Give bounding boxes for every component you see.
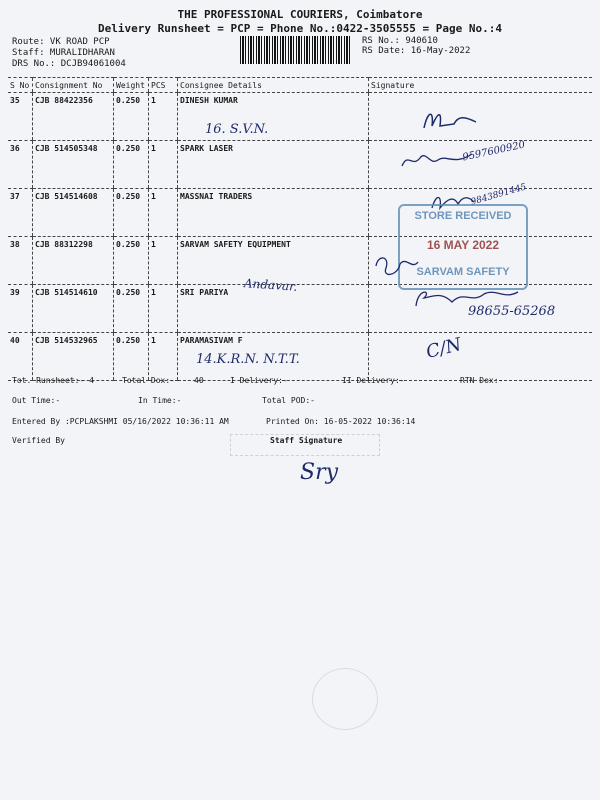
cell-pcs: 1: [149, 141, 178, 189]
cell-pcs: 1: [149, 285, 178, 333]
total-pod: Total POD:-: [262, 396, 315, 405]
rs-date: RS Date: 16-May-2022: [362, 46, 471, 56]
cell-sno: 40: [8, 333, 33, 381]
handwritten-address-35: 16. S.V.N.: [205, 122, 269, 137]
cell-sno: 38: [8, 237, 33, 285]
handwritten-phone-37: 9843891445: [469, 182, 528, 208]
stamp-company: SARVAM SAFETY: [416, 266, 510, 278]
staff-signature-scribble: Sry: [300, 460, 339, 485]
cell-consignment: CJB 514514610: [33, 285, 114, 333]
col-consignment: Consignment No: [33, 78, 114, 93]
col-sno: S No: [8, 78, 33, 93]
cell-consignment: CJB 514505348: [33, 141, 114, 189]
i-delivery: I Delivery:-: [230, 376, 288, 385]
cell-consignee: PARAMASIVAM F: [178, 333, 369, 381]
cell-consignee: MASSNAI TRADERS: [178, 189, 369, 237]
runsheet-subtitle: Delivery Runsheet = PCP = Phone No.:0422-3505555 = Page No.:4: [98, 22, 502, 35]
col-signature: Signature: [369, 78, 593, 93]
rtn-dox: RTN Dox:-: [460, 376, 504, 385]
total-dox-label: Total Dox:-: [122, 376, 175, 385]
stamp-line1: STORE RECEIVED: [414, 210, 512, 222]
cell-consignment: CJB 514514608: [33, 189, 114, 237]
barcode-image: [240, 36, 350, 64]
cell-consignment: CJB 88312298: [33, 237, 114, 285]
cell-sno: 39: [8, 285, 33, 333]
cell-sno: 37: [8, 189, 33, 237]
table-header-row: [8, 78, 592, 93]
handwritten-phone-36: 9597600920: [461, 139, 527, 164]
col-pcs: PCS: [149, 78, 178, 93]
handwritten-sign-40: C/N: [423, 334, 464, 363]
route-label: Route: VK ROAD PCP: [12, 37, 110, 47]
signature-scribble-38: [372, 252, 422, 282]
total-dox-value: 40: [194, 376, 204, 385]
table-row: [8, 93, 592, 141]
printed-on: Printed On: 16-05-2022 10:36:14: [266, 417, 416, 426]
entered-by: Entered By :PCPLAKSHMI 05/16/2022 10:36:11 AM: [12, 417, 229, 426]
drs-label: DRS No.: DCJB94061004: [12, 59, 126, 69]
cell-signature: [369, 93, 593, 141]
cell-consignee: SARVAM SAFETY EQUIPMENT: [178, 237, 369, 285]
tot-runsheet: Tot. Runsheet:- 4: [12, 376, 94, 385]
col-consignee: Consignee Details: [178, 78, 369, 93]
staff-label: Staff: MURALIDHARAN: [12, 48, 115, 58]
company-title: THE PROFESSIONAL COURIERS, Coimbatore: [177, 8, 423, 21]
cell-weight: 0.250: [114, 285, 149, 333]
handwritten-address-40: 14.K.R.N. N.T.T.: [196, 352, 300, 367]
cell-pcs: 1: [149, 333, 178, 381]
cell-consignee: SRI PARIYA: [178, 285, 369, 333]
cell-weight: 0.250: [114, 141, 149, 189]
out-time: Out Time:-: [12, 396, 61, 405]
cell-weight: 0.250: [114, 333, 149, 381]
signature-scribble-35: [420, 106, 480, 134]
cell-consignee: SPARK LASER: [178, 141, 369, 189]
col-weight: Weight: [114, 78, 149, 93]
rs-number: RS No.: 940610: [362, 36, 438, 46]
cell-sno: 36: [8, 141, 33, 189]
table-row: [8, 333, 592, 381]
in-time: In Time:-: [138, 396, 182, 405]
ii-delivery: II Delivery:-: [342, 376, 405, 385]
cell-sno: 35: [8, 93, 33, 141]
cell-consignment: CJB 88422356: [33, 93, 114, 141]
cell-pcs: 1: [149, 189, 178, 237]
cell-consignee: DINESH KUMAR: [178, 93, 369, 141]
handwritten-phone-39: 98655-65268: [468, 304, 556, 319]
cell-pcs: 1: [149, 93, 178, 141]
cell-weight: 0.250: [114, 93, 149, 141]
stamp-date: 16 MAY 2022: [426, 238, 500, 252]
cell-weight: 0.250: [114, 189, 149, 237]
staff-signature-label: Staff Signature: [270, 436, 343, 445]
cell-pcs: 1: [149, 237, 178, 285]
faded-round-stamp: [312, 668, 378, 730]
verified-by: Verified By: [12, 436, 65, 445]
cell-consignment: CJB 514532965: [33, 333, 114, 381]
handwritten-name-39: Andavar.: [243, 276, 298, 294]
cell-signature: [369, 333, 593, 381]
cell-weight: 0.250: [114, 237, 149, 285]
